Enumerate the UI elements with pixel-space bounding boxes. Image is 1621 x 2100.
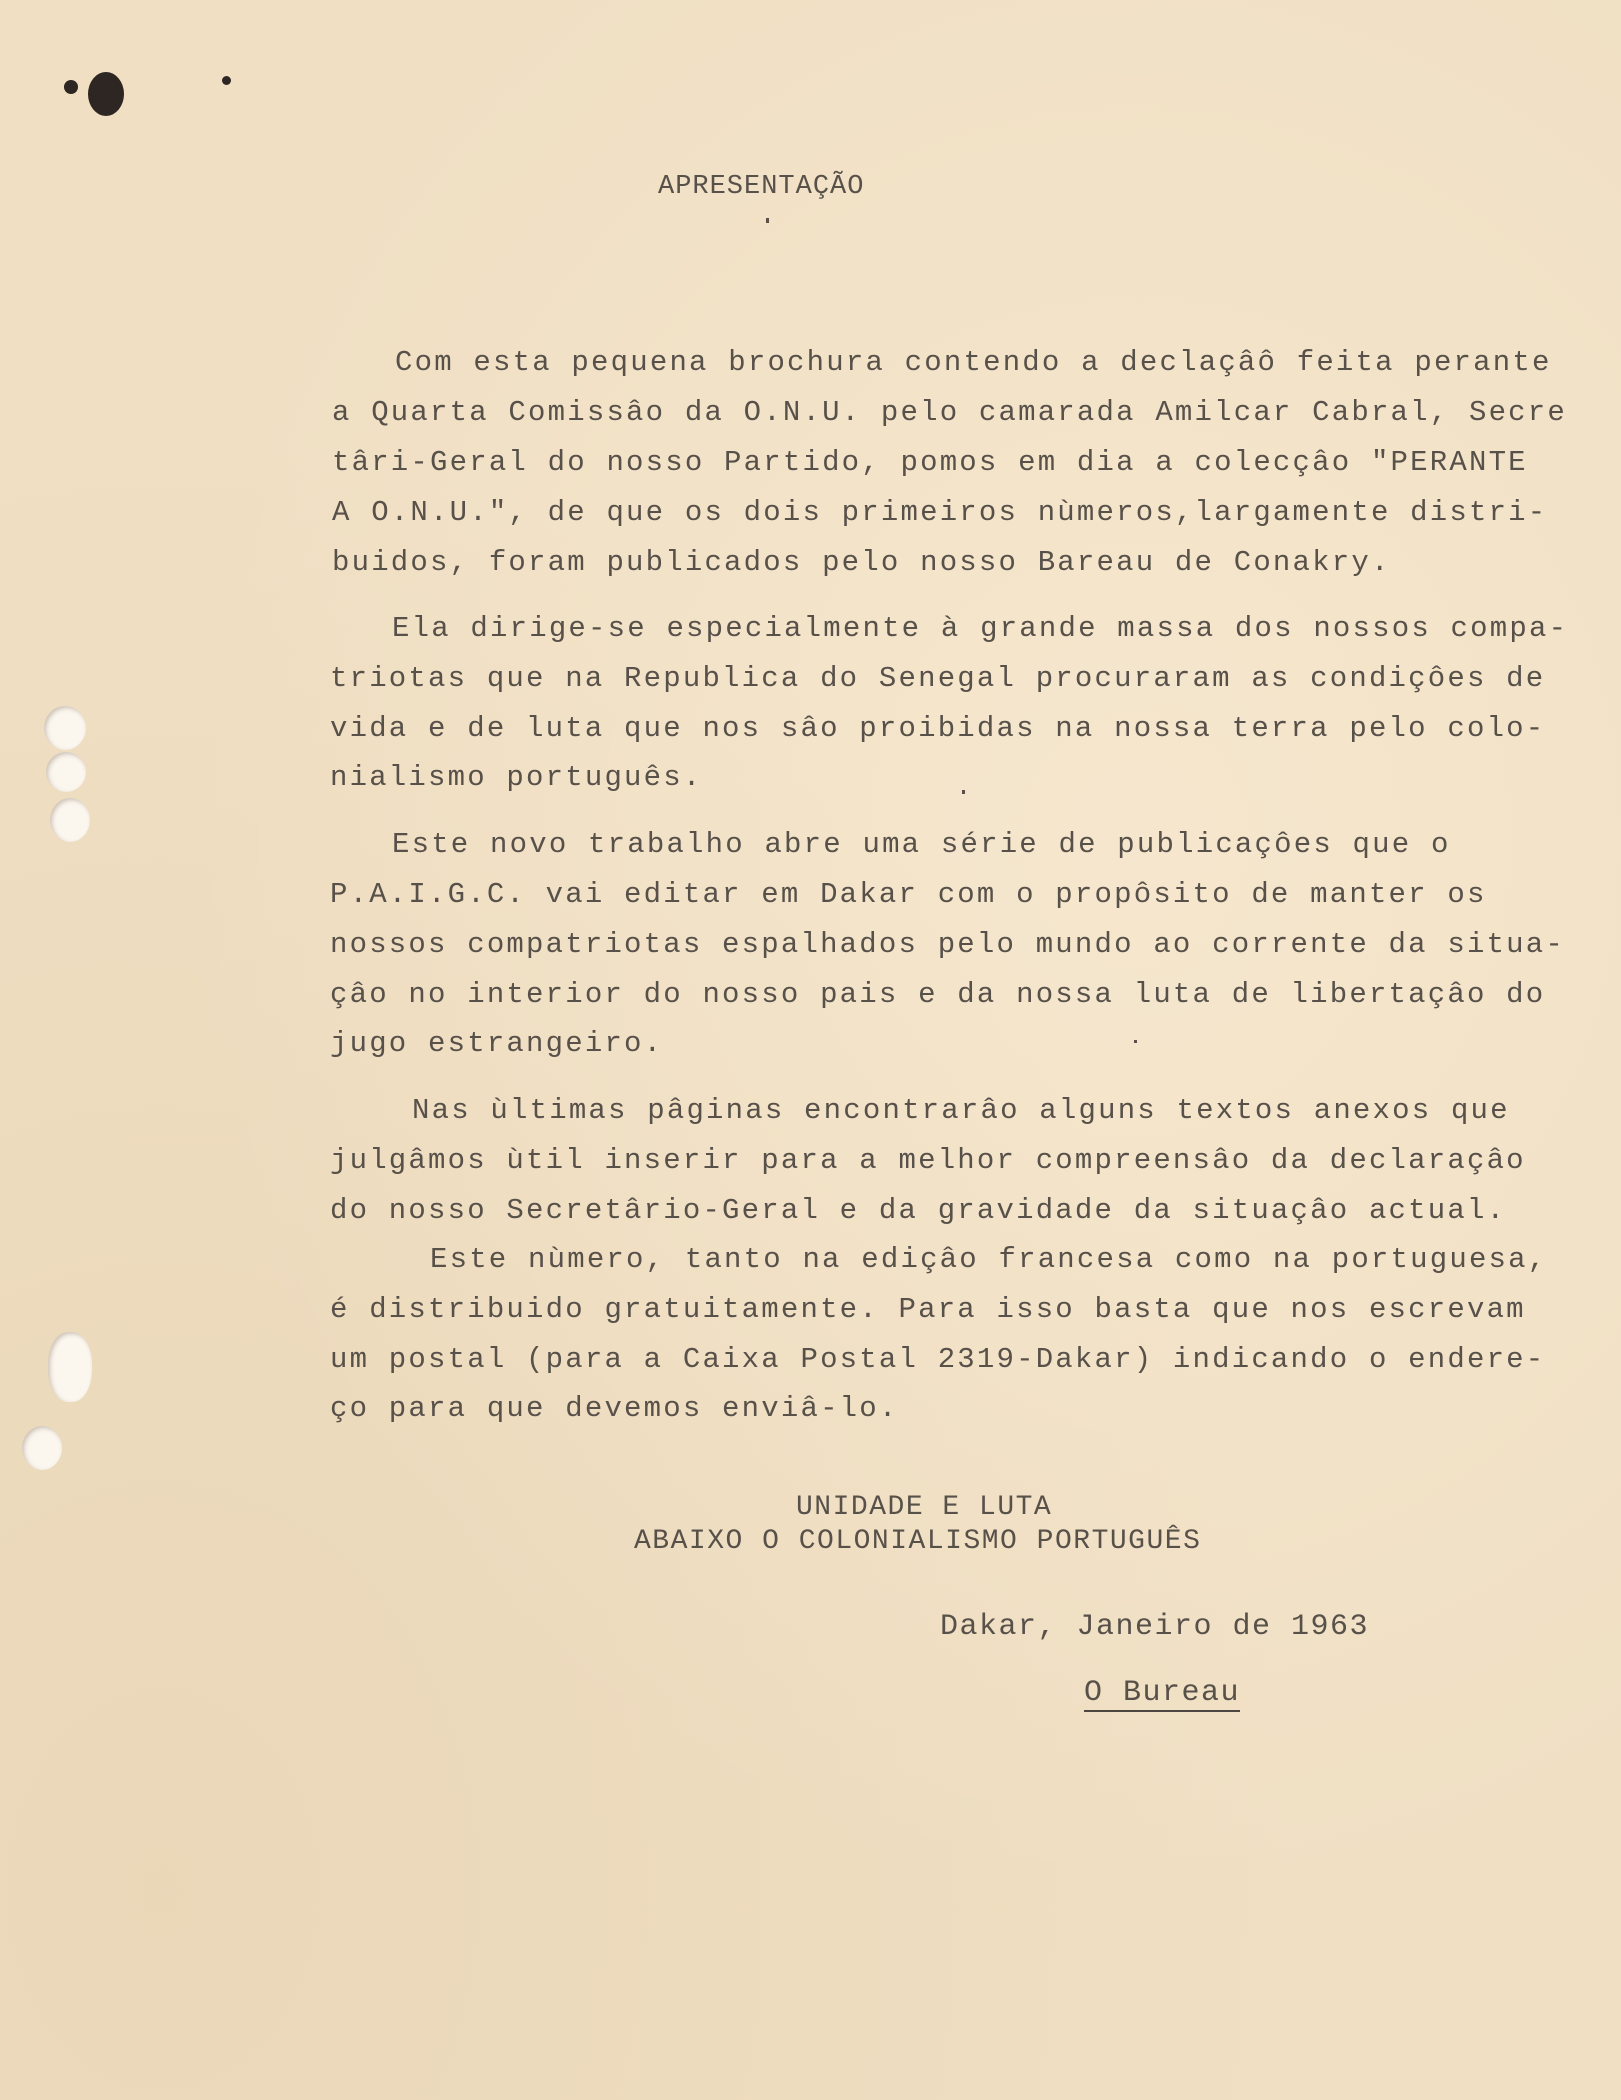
paragraph-2-line-1: Ela dirige-se especialmente à grande massa dos nossos compa- — [392, 612, 1569, 645]
paragraph-4-line-2: julgâmos ùtil inserir para a melhor compreensâo da declaraçâo — [330, 1144, 1526, 1177]
paragraph-1-line-3: târi-Geral do nosso Partido, pomos em dia a colecçâo "PERANTE — [332, 446, 1528, 479]
paragraph-1-line-5: buidos, foram publicados pelo nosso Bareau de Conakry. — [332, 546, 1391, 579]
document-title: APRESENTAÇÃO — [658, 172, 865, 202]
signature: O Bureau — [1084, 1676, 1241, 1710]
paragraph-1-line-2: a Quarta Comissâo da O.N.U. pelo camarada Amilcar Cabral, Secre — [332, 396, 1567, 429]
paragraph-2-line-2: triotas que na Republica do Senegal procuraram as condiçôes de — [330, 662, 1546, 695]
stray-mark — [766, 218, 769, 223]
stray-mark — [962, 790, 965, 794]
paragraph-5-line-2: é distribuido gratuitamente. Para isso basta que nos escrevam — [330, 1293, 1526, 1326]
paragraph-3-line-1: Este novo trabalho abre uma série de publicaçôes que o — [392, 828, 1451, 861]
paragraph-4-line-3: do nosso Secretârio-Geral e da gravidade da situaçâo actual. — [330, 1194, 1507, 1227]
punch-hole — [46, 752, 86, 792]
punch-hole — [50, 798, 90, 842]
paragraph-2-line-3: vida e de luta que nos sâo proibidas na nossa terra pelo colo- — [330, 712, 1546, 745]
paragraph-3-line-2: P.A.I.G.C. vai editar em Dakar com o propôsito de manter os — [330, 878, 1487, 911]
punch-hole — [22, 1426, 62, 1470]
paragraph-3-line-4: çâo no interior do nosso pais e da nossa luta de libertaçâo do — [330, 978, 1546, 1011]
paragraph-5-line-4: ço para que devemos enviâ-lo. — [330, 1392, 899, 1425]
ink-blot-large — [88, 72, 124, 116]
motto-line-2: ABAIXO O COLONIALISMO PORTUGUÊS — [634, 1526, 1202, 1557]
paragraph-2-line-4: nialismo português. — [330, 761, 703, 794]
paragraph-3-line-3: nossos compatriotas espalhados pelo mundo ao corrente da situa- — [330, 928, 1565, 961]
paragraph-3-line-5: jugo estrangeiro. — [330, 1027, 664, 1060]
punch-hole — [48, 1332, 92, 1402]
ink-blot-small — [64, 80, 78, 94]
paragraph-5-line-1: Este nùmero, tanto na ediçâo francesa como na portuguesa, — [430, 1243, 1548, 1276]
punch-hole — [44, 706, 86, 750]
stray-mark — [1134, 1040, 1137, 1043]
paragraph-1-line-4: A O.N.U.", de que os dois primeiros nùmeros,largamente distri- — [332, 496, 1548, 529]
paragraph-1-line-1: Com esta pequena brochura contendo a declaçâô feita perante — [395, 346, 1552, 379]
ink-dot — [222, 76, 231, 85]
paragraph-5-line-3: um postal (para a Caixa Postal 2319-Dakar) indicando o endere- — [330, 1343, 1546, 1376]
place-date: Dakar, Janeiro de 1963 — [940, 1610, 1370, 1644]
motto-line-1: UNIDADE E LUTA — [796, 1492, 1053, 1523]
paragraph-4-line-1: Nas ùltimas pâginas encontrarâo alguns textos anexos que — [412, 1094, 1510, 1127]
